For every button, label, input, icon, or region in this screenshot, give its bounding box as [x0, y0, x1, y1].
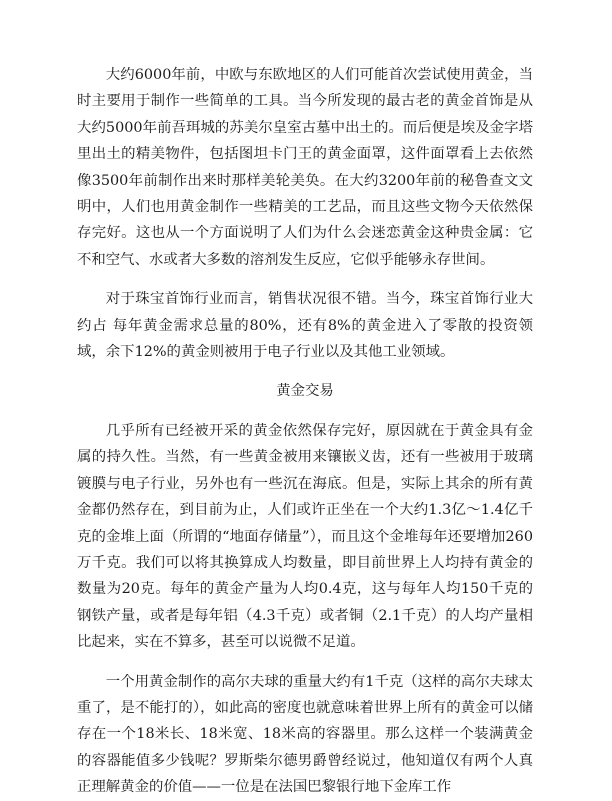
paragraph-gold-history: 大约6000年前，中欧与东欧地区的人们可能首次尝试使用黄金，当时主要用于制作一些简单的工具。当今所发现的最古老的黄金首饰是从大约5000年前吾珥城的苏美尔皇室古墓中出土的。而后便是埃及金字塔里出土的精美物件，包括图坦卡门王的黄金面罩，这件面罩看上去依然像3500年前制作出来时那样美轮美奂。在大约3200年前的秘鲁查文文明中，人们也用黄金制作一些精美的工艺品，而且这些文物今天依然保存完好。这也从一个方面说明了人们为什么会迷恋黄金这种贵金属：它不和空气、水或者大多数的溶剂发生反应，它似乎能够永存世间。 — [77, 67, 533, 268]
paragraph-golf-ball: 一个用黄金制作的高尔夫球的重量大约有1千克（这样的高尔夫球太重了，是不能打的），如此高的密度也就意味着世界上所有的黄金可以储存在一个18米长、18米宽、18米高的容器里。那么这样一个装满黄金的容器能值多少钱呢？罗斯柴尔德男爵曾经说过，他知道仅有两个人真正理解黄金的价值——一位是在法国巴黎银行地下金库工作 — [77, 673, 533, 796]
paragraph-gold-stock: 几乎所有已经被开采的黄金依然保存完好，原因就在于黄金具有金属的持久性。当然，有一些黄金被用来镶嵌义齿，还有一些被用于玻璃镀膜与电子行业，另外也有一些沉在海底。但是，实际上其余的所有黄金都仍然存在，到目前为止，人们或许正坐在一个大约1.3亿～1.4亿千克的金堆上面（所谓的“地面存储量”），而且这个金堆每年还要增加260万千克。我们可以将其换算成人均数量，即目前世界上人均持有黄金的数量为20克。每年的黄金产量为人均0.4克，这与每年人均150千克的钢铁产量，或者是每年铝（4.3千克）或者铜（2.1千克）的人均产量相比起来，实在不算多，甚至可以说微不足道。 — [77, 422, 533, 651]
section-heading: 黄金交易 — [276, 383, 334, 400]
document-body — [77, 62, 533, 801]
paragraph-jewelry-demand: 对于珠宝首饰行业而言，销售状况很不错。当今，珠宝首饰行业大约占 每年黄金需求总量的80%，还有8%的黄金进入了零散的投资领域，余下12%的黄金则被用于电子行业以及其他工业领域。 — [77, 291, 533, 361]
